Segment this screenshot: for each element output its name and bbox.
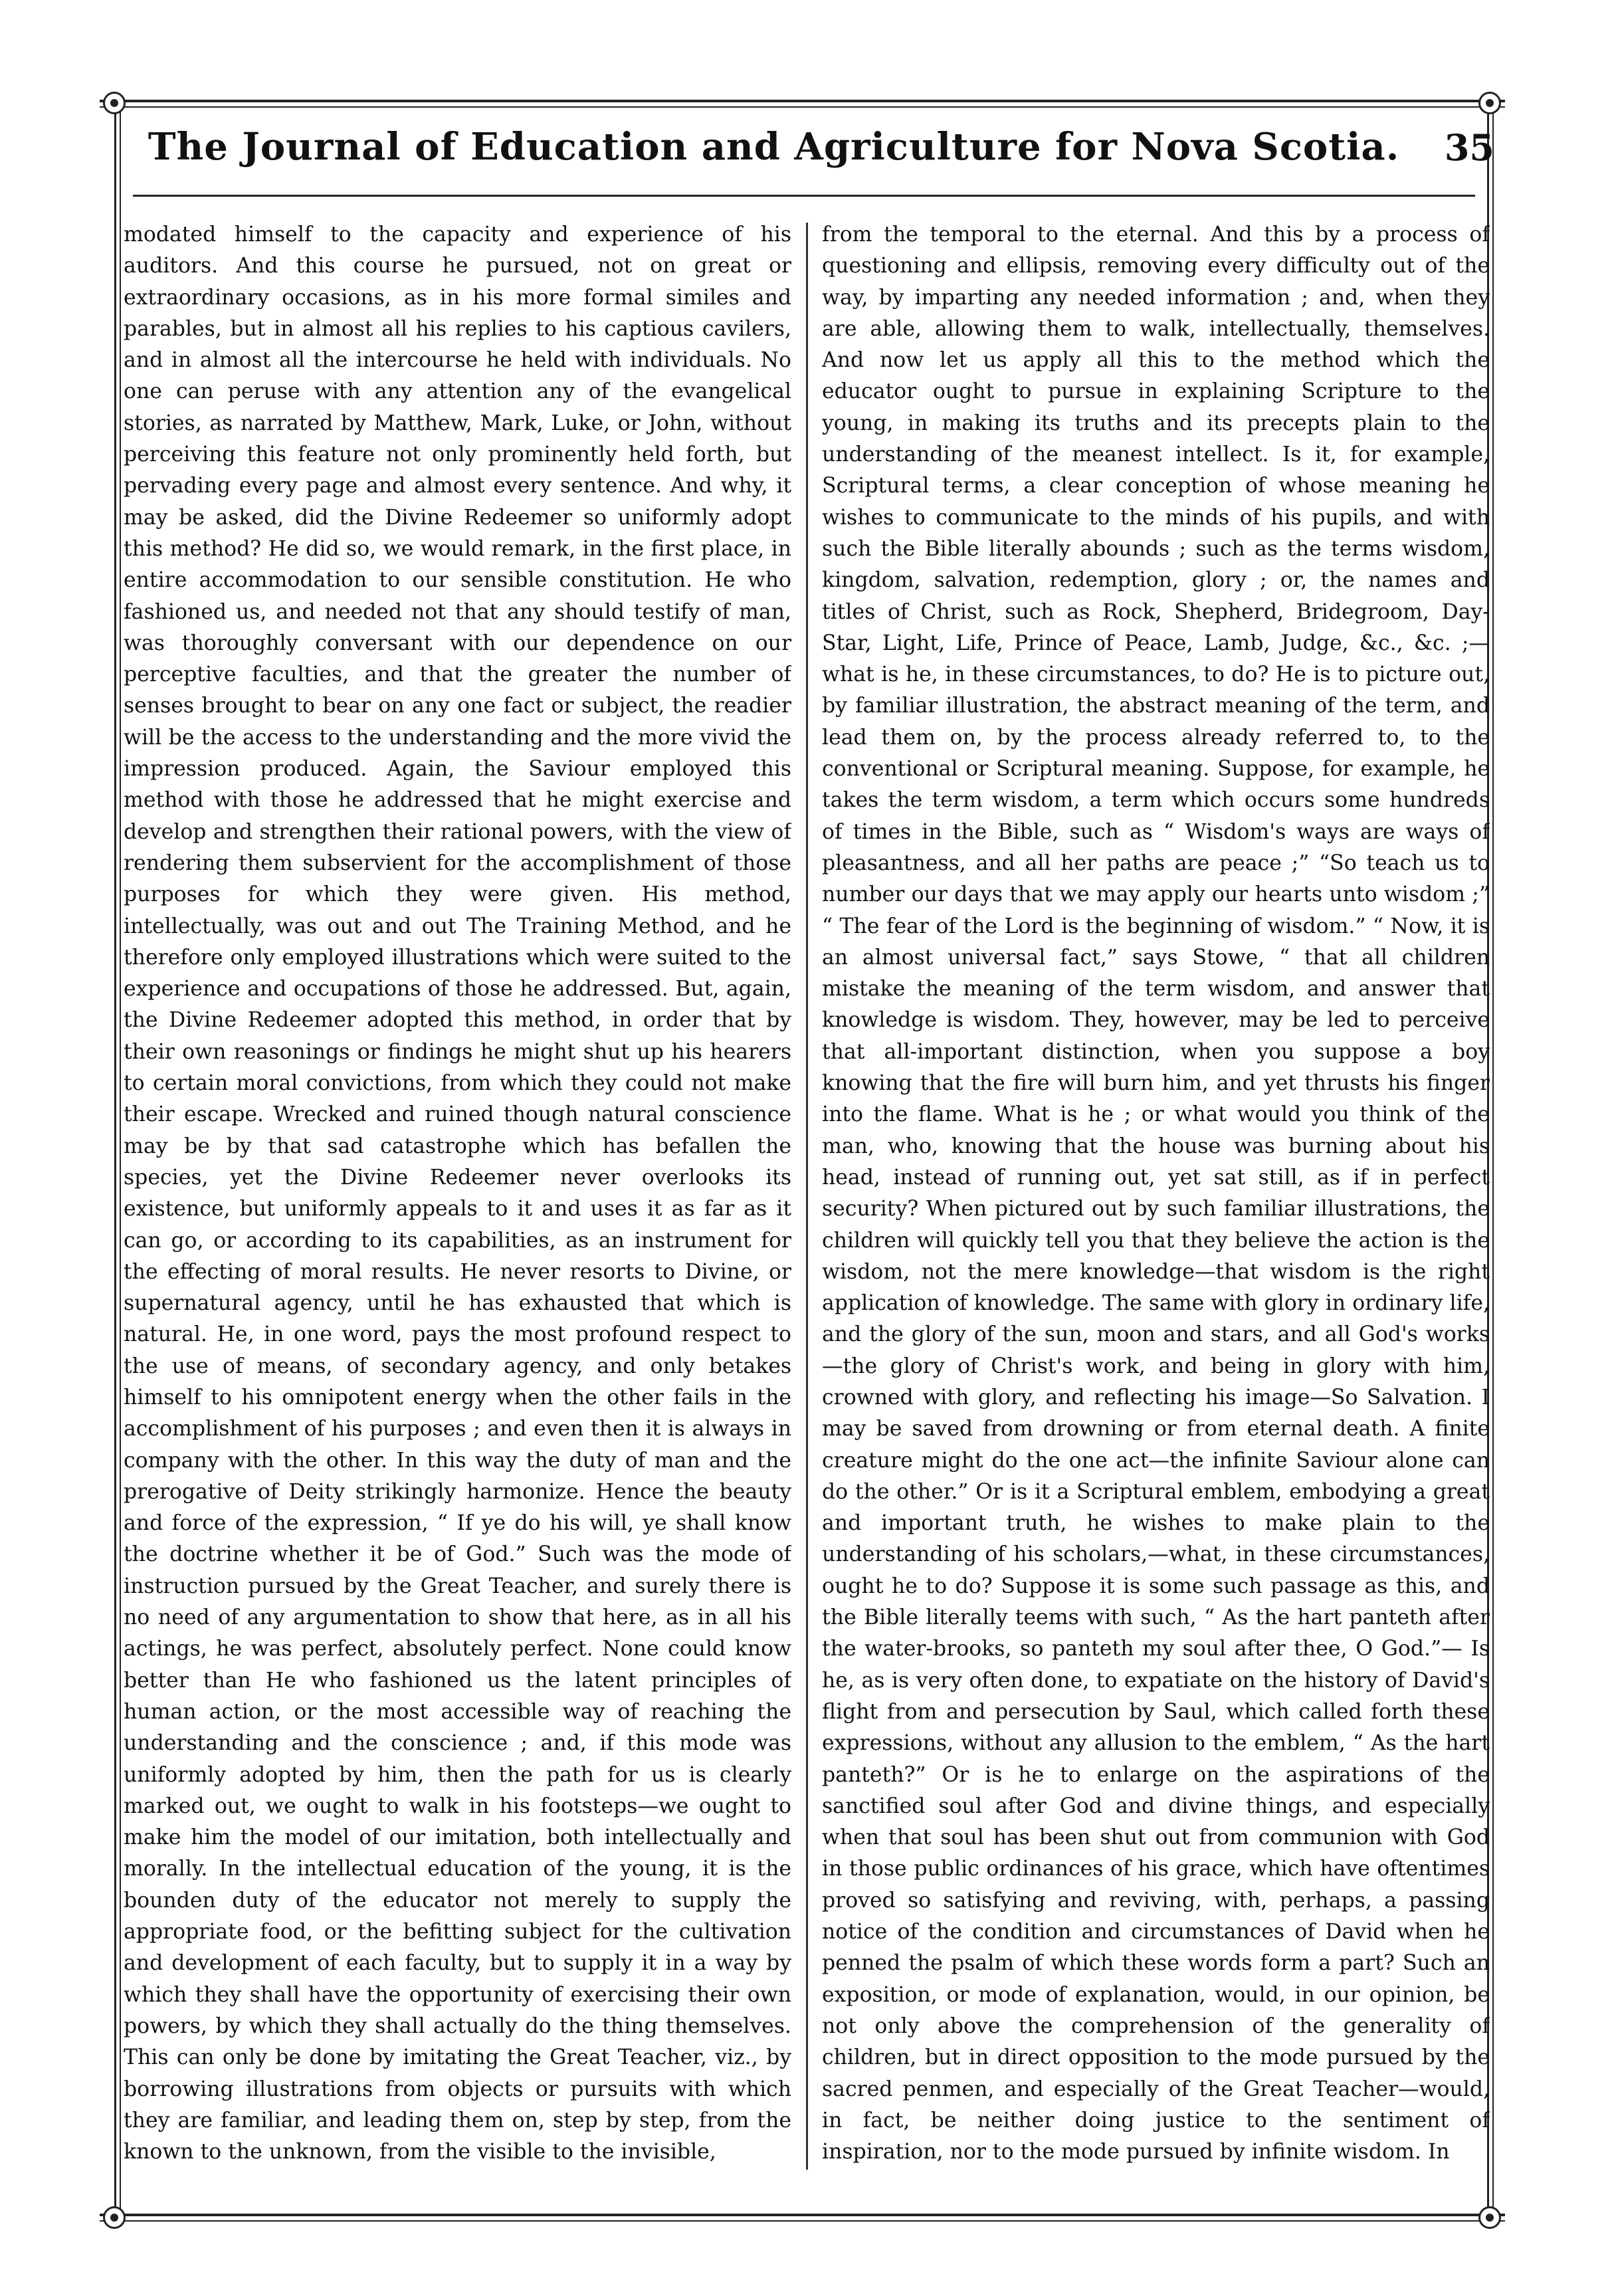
journal-title: The Journal of Education and Agriculture for Nova Scotia. bbox=[148, 125, 1400, 169]
frame-left-rule bbox=[114, 110, 116, 2210]
column-divider bbox=[806, 223, 808, 2170]
frame-bottom-rule-thin bbox=[100, 2220, 1505, 2222]
text-column-left bbox=[124, 219, 791, 2200]
running-header bbox=[133, 118, 1494, 178]
column-right-text: from the temporal to the eternal. And this by a process of questioning and ellipsis, removing every difficulty out of the way, by imparting any needed information ; and, when they are able, allowing them to walk, intellectually, themselves. And now let us apply all this to the method which the educator ought to pursue in explaining Scripture to the young, in making its truths and its precepts plain to the understanding of the meanest intellect. Is it, for example, Scriptural terms, a clear conception of whose meaning he wishes to communicate to the minds of his pupils, and with such the Bible literally abounds ; such as the terms wisdom, kingdom, salvation, redemption, glory ; or, the names and titles of Christ, such as Rock, Shepherd, Bridegroom, Day-Star, Light, Life, Prince of Peace, Lamb, Judge, &c., &c. ;—what is he, in these circumstances, to do? He is to picture out, by familiar illustration, the abstract meaning of the term, and lead them on, by the process already referred to, to the conventional or Scriptural meaning. Suppose, for example, he takes the term wisdom, a term which occurs some hundreds of times in the Bible, such as “ Wisdom's ways are ways of pleasantness, and all her paths are peace ;” “So teach us to number our days that we may apply our hearts unto wisdom ;” “ The fear of the Lord is the beginning of wisdom.” “ Now, it is an almost universal fact,” says Stowe, “ that all children mistake the meaning of the term wisdom, and answer that knowledge is wisdom. They, however, may be led to perceive that all-important distinction, when you suppose a boy knowing that the fire will burn him, and yet thrusts his finger into the flame. What is he ; or what would you think of the man, who, knowing that the house was burning about his head, instead of running out, yet sat still, as if in perfect security? When pictured out by such familiar illustrations, the children will quickly tell you that they believe the action is the wisdom, not the mere knowledge—that wisdom is the right application of knowledge. The same with glory in ordinary life, and the glory of the sun, moon and stars, and all God's works—the glory of Christ's work, and being in glory with him, crowned with glory, and reflecting his image—So Salvation. I may be saved from drowning or from eternal death. A finite creature might do the one act—the infinite Saviour alone can do the other.” Or is it a Scriptural emblem, embodying a great and important truth, he wishes to make plain to the understanding of his scholars,—what, in these circumstances, ought he to do? Suppose it is some such passage as this, and the Bible literally teems with such, “ As the hart panteth after the water-brooks, so panteth my soul after thee, O God.”— Is he, as is very often done, to expatiate on the history of David's flight from and persecution by Saul, which called forth these expressions, without any allusion to the emblem, “ As the hart panteth?” Or is he to enlarge on the aspirations of the sanctified soul after God and divine things, and especially when that soul has been shut out from communion with God in those public ordinances of his grace, which have oftentimes proved so satisfying and reviving, with, perhaps, a passing notice of the condition and circumstances of David when he penned the psalm of which these words form a part? Such an exposition, or mode of explanation, would, in our opinion, be not only above the comprehension of the generality of children, but in direct opposition to the mode pursued by the sacred penmen, and especially of the Great Teacher—would, in fact, be neither doing justice to the sentiment of inspiration, nor to the mode pursued by infinite wisdom. In bbox=[822, 223, 1490, 2164]
corner-ornament-bottom-right bbox=[1478, 2206, 1501, 2229]
corner-ornament-top-left bbox=[103, 92, 126, 114]
header-rule bbox=[133, 195, 1475, 197]
frame-left-rule-thin bbox=[120, 110, 121, 2210]
column-left-text: modated himself to the capacity and experience of his auditors. And this course he pursued, not on great or extraordinary occasions, as in his more formal similes and parables, but in almost all his replies to his captious cavilers, and in almost all the intercourse he held with individuals. No one can peruse with any attention any of the evangelical stories, as narrated by Matthew, Mark, Luke, or John, without perceiving this feature not only prominently held forth, but pervading every page and almost every sentence. And why, it may be asked, did the Divine Redeemer so uniformly adopt this method? He did so, we would remark, in the first place, in entire accommodation to our sensible constitution. He who fashioned us, and needed not that any should testify of man, was thoroughly conversant with our dependence on our perceptive faculties, and that the greater the number of senses brought to bear on any one fact or subject, the readier will be the access to the understanding and the more vivid the impression produced. Again, the Saviour employed this method with those he addressed that he might exercise and develop and strengthen their rational powers, with the view of rendering them subservient for the accomplishment of those purposes for which they were given. His method, intellectually, was out and out The Training Method, and he therefore only employed illustrations which were suited to the experience and occupations of those he addressed. But, again, the Divine Redeemer adopted this method, in order that by their own reasonings or findings he might shut up his hearers to certain moral convictions, from which they could not make their escape. Wrecked and ruined though natural conscience may be by that sad catastrophe which has befallen the species, yet the Divine Redeemer never overlooks its existence, but uniformly appeals to it and uses it as far as it can go, or according to its capabilities, as an instrument for the effecting of moral results. He never resorts to Divine, or supernatural agency, until he has exhausted that which is natural. He, in one word, pays the most profound respect to the use of means, of secondary agency, and only betakes himself to his omnipotent energy when the other fails in the accomplishment of his purposes ; and even then it is always in company with the other. In this way the duty of man and the prerogative of Deity strikingly harmonize. Hence the beauty and force of the expression, “ If ye do his will, ye shall know the doctrine whether it be of God.” Such was the mode of instruction pursued by the Great Teacher, and surely there is no need of any argumentation to show that here, as in all his actings, he was perfect, absolutely perfect. None could know better than He who fashioned us the latent principles of human action, or the most accessible way of reaching the understanding and the conscience ; and, if this mode was uniformly adopted by him, then the path for us is clearly marked out, we ought to walk in his footsteps—we ought to make him the model of our imitation, both intellectually and morally. In the intellectual education of the young, it is the bounden duty of the educator not merely to supply the appropriate food, or the befitting subject for the cultivation and development of each faculty, but to supply it in a way by which they shall have the opportunity of exercising their own powers, by which they shall actually do the thing themselves. This can only be done by imitating the Great Teacher, viz., by borrowing illustrations from objects or pursuits with which they are familiar, and leading them on, step by step, from the known to the unknown, from the visible to the invisible, bbox=[124, 223, 791, 2164]
text-column-right bbox=[822, 219, 1490, 2200]
frame-bottom-rule bbox=[100, 2214, 1505, 2216]
corner-ornament-bottom-left bbox=[103, 2206, 126, 2229]
corner-ornament-top-right bbox=[1478, 92, 1501, 114]
frame-right-rule-thin bbox=[1492, 110, 1494, 2210]
page-number: 35 bbox=[1444, 126, 1494, 169]
frame-top-rule-thin bbox=[100, 106, 1505, 108]
frame-top-rule bbox=[100, 100, 1505, 102]
